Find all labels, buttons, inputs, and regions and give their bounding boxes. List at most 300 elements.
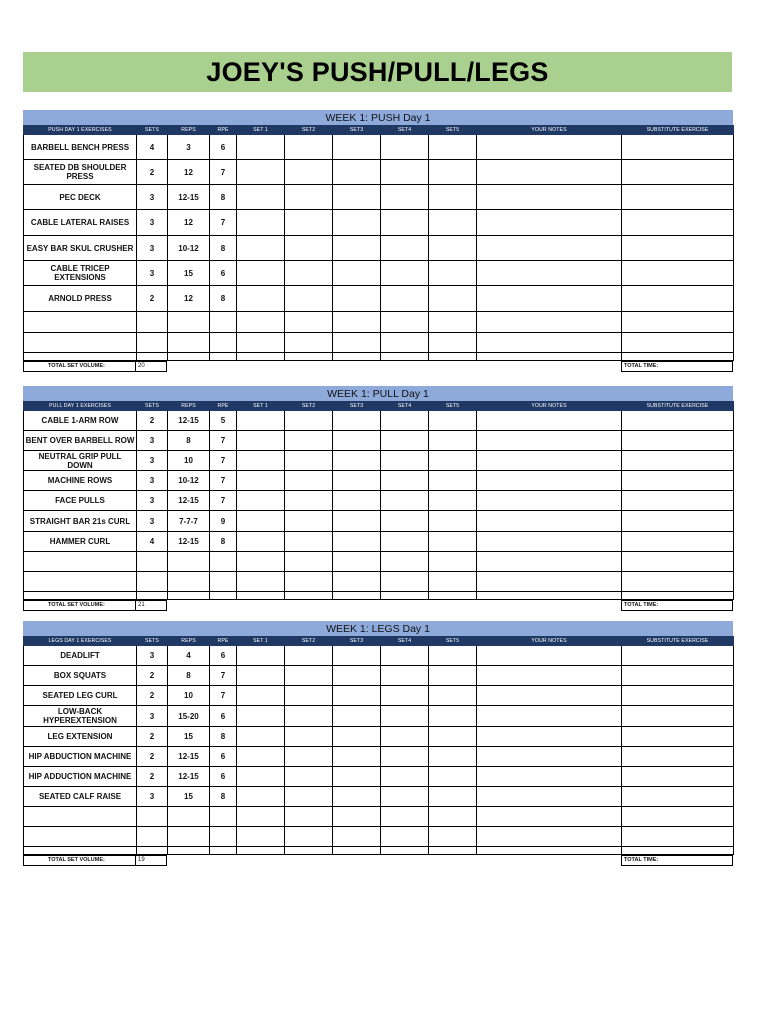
set1-input-cell[interactable]	[237, 747, 285, 767]
exercise-name-cell[interactable]: HIP ABDUCTION MACHINE	[24, 747, 137, 767]
set1-input-cell[interactable]	[237, 451, 285, 471]
reps-cell[interactable]: 12-15	[168, 767, 210, 787]
set5-input-cell[interactable]	[429, 686, 477, 706]
set5-input-cell[interactable]	[429, 135, 477, 160]
reps-cell[interactable]	[168, 572, 210, 592]
notes-input-cell[interactable]	[477, 552, 622, 572]
set2-input-cell[interactable]	[285, 767, 333, 787]
set2-input-cell[interactable]	[285, 511, 333, 532]
substitute-exercise-cell[interactable]	[622, 261, 734, 286]
reps-cell[interactable]: 15	[168, 261, 210, 286]
exercise-name-cell[interactable]: PEC DECK	[24, 185, 137, 210]
substitute-exercise-cell[interactable]	[622, 353, 734, 361]
substitute-exercise-cell[interactable]	[622, 572, 734, 592]
substitute-exercise-cell[interactable]	[622, 827, 734, 847]
reps-cell[interactable]: 12-15	[168, 411, 210, 431]
substitute-exercise-cell[interactable]	[622, 160, 734, 185]
sets-cell[interactable]	[137, 572, 168, 592]
set4-input-cell[interactable]	[381, 747, 429, 767]
notes-input-cell[interactable]	[477, 411, 622, 431]
set2-input-cell[interactable]	[285, 312, 333, 333]
set5-input-cell[interactable]	[429, 666, 477, 686]
exercise-name-cell[interactable]	[24, 592, 137, 600]
set4-input-cell[interactable]	[381, 706, 429, 727]
set4-input-cell[interactable]	[381, 552, 429, 572]
set2-input-cell[interactable]	[285, 827, 333, 847]
sets-cell[interactable]	[137, 847, 168, 855]
exercise-name-cell[interactable]: NEUTRAL GRIP PULL DOWN	[24, 451, 137, 471]
set1-input-cell[interactable]	[237, 431, 285, 451]
rpe-cell[interactable]: 7	[210, 491, 237, 511]
set4-input-cell[interactable]	[381, 686, 429, 706]
reps-cell[interactable]	[168, 353, 210, 361]
notes-input-cell[interactable]	[477, 135, 622, 160]
substitute-exercise-cell[interactable]	[622, 646, 734, 666]
exercise-name-cell[interactable]: SEATED CALF RAISE	[24, 787, 137, 807]
reps-cell[interactable]	[168, 552, 210, 572]
set1-input-cell[interactable]	[237, 532, 285, 552]
substitute-exercise-cell[interactable]	[622, 431, 734, 451]
substitute-exercise-cell[interactable]	[622, 532, 734, 552]
reps-cell[interactable]: 10	[168, 686, 210, 706]
rpe-cell[interactable]: 7	[210, 686, 237, 706]
set3-input-cell[interactable]	[333, 807, 381, 827]
set1-input-cell[interactable]	[237, 787, 285, 807]
set5-input-cell[interactable]	[429, 333, 477, 353]
notes-input-cell[interactable]	[477, 532, 622, 552]
substitute-exercise-cell[interactable]	[622, 312, 734, 333]
exercise-name-cell[interactable]: BARBELL BENCH PRESS	[24, 135, 137, 160]
exercise-name-cell[interactable]: SEATED LEG CURL	[24, 686, 137, 706]
exercise-name-cell[interactable]: BOX SQUATS	[24, 666, 137, 686]
set2-input-cell[interactable]	[285, 727, 333, 747]
set3-input-cell[interactable]	[333, 572, 381, 592]
substitute-exercise-cell[interactable]	[622, 847, 734, 855]
substitute-exercise-cell[interactable]	[622, 686, 734, 706]
set5-input-cell[interactable]	[429, 747, 477, 767]
set5-input-cell[interactable]	[429, 847, 477, 855]
set1-input-cell[interactable]	[237, 135, 285, 160]
set5-input-cell[interactable]	[429, 592, 477, 600]
set5-input-cell[interactable]	[429, 827, 477, 847]
exercise-name-cell[interactable]: CABLE 1-ARM ROW	[24, 411, 137, 431]
set1-input-cell[interactable]	[237, 353, 285, 361]
sets-cell[interactable]: 4	[137, 532, 168, 552]
set5-input-cell[interactable]	[429, 431, 477, 451]
set3-input-cell[interactable]	[333, 706, 381, 727]
notes-input-cell[interactable]	[477, 847, 622, 855]
rpe-cell[interactable]: 8	[210, 727, 237, 747]
substitute-exercise-cell[interactable]	[622, 706, 734, 727]
sets-cell[interactable]	[137, 827, 168, 847]
rpe-cell[interactable]	[210, 552, 237, 572]
substitute-exercise-cell[interactable]	[622, 333, 734, 353]
set2-input-cell[interactable]	[285, 686, 333, 706]
rpe-cell[interactable]: 7	[210, 471, 237, 491]
set2-input-cell[interactable]	[285, 185, 333, 210]
notes-input-cell[interactable]	[477, 727, 622, 747]
reps-cell[interactable]: 7-7-7	[168, 511, 210, 532]
set2-input-cell[interactable]	[285, 333, 333, 353]
set3-input-cell[interactable]	[333, 847, 381, 855]
set5-input-cell[interactable]	[429, 511, 477, 532]
notes-input-cell[interactable]	[477, 286, 622, 312]
rpe-cell[interactable]	[210, 592, 237, 600]
set4-input-cell[interactable]	[381, 236, 429, 261]
rpe-cell[interactable]: 8	[210, 236, 237, 261]
sets-cell[interactable]: 3	[137, 210, 168, 236]
set2-input-cell[interactable]	[285, 787, 333, 807]
sets-cell[interactable]: 3	[137, 471, 168, 491]
exercise-name-cell[interactable]: HIP ADDUCTION MACHINE	[24, 767, 137, 787]
notes-input-cell[interactable]	[477, 686, 622, 706]
sets-cell[interactable]: 3	[137, 706, 168, 727]
substitute-exercise-cell[interactable]	[622, 491, 734, 511]
sets-cell[interactable]	[137, 552, 168, 572]
set4-input-cell[interactable]	[381, 135, 429, 160]
rpe-cell[interactable]	[210, 312, 237, 333]
exercise-name-cell[interactable]: HAMMER CURL	[24, 532, 137, 552]
set1-input-cell[interactable]	[237, 210, 285, 236]
sets-cell[interactable]: 2	[137, 666, 168, 686]
sets-cell[interactable]	[137, 333, 168, 353]
set4-input-cell[interactable]	[381, 160, 429, 185]
sets-cell[interactable]: 2	[137, 747, 168, 767]
rpe-cell[interactable]	[210, 847, 237, 855]
set5-input-cell[interactable]	[429, 471, 477, 491]
sets-cell[interactable]: 2	[137, 286, 168, 312]
set2-input-cell[interactable]	[285, 286, 333, 312]
set3-input-cell[interactable]	[333, 686, 381, 706]
set3-input-cell[interactable]	[333, 827, 381, 847]
reps-cell[interactable]: 12-15	[168, 185, 210, 210]
notes-input-cell[interactable]	[477, 646, 622, 666]
sets-cell[interactable]: 2	[137, 727, 168, 747]
set5-input-cell[interactable]	[429, 706, 477, 727]
substitute-exercise-cell[interactable]	[622, 787, 734, 807]
set4-input-cell[interactable]	[381, 727, 429, 747]
set5-input-cell[interactable]	[429, 312, 477, 333]
set5-input-cell[interactable]	[429, 160, 477, 185]
set5-input-cell[interactable]	[429, 491, 477, 511]
reps-cell[interactable]	[168, 807, 210, 827]
exercise-name-cell[interactable]	[24, 827, 137, 847]
notes-input-cell[interactable]	[477, 312, 622, 333]
exercise-name-cell[interactable]: DEADLIFT	[24, 646, 137, 666]
set3-input-cell[interactable]	[333, 666, 381, 686]
push-total-time-label[interactable]: TOTAL TIME:	[621, 361, 733, 372]
reps-cell[interactable]: 12	[168, 286, 210, 312]
exercise-name-cell[interactable]	[24, 847, 137, 855]
notes-input-cell[interactable]	[477, 706, 622, 727]
set1-input-cell[interactable]	[237, 767, 285, 787]
set1-input-cell[interactable]	[237, 491, 285, 511]
exercise-name-cell[interactable]: FACE PULLS	[24, 491, 137, 511]
set3-input-cell[interactable]	[333, 210, 381, 236]
substitute-exercise-cell[interactable]	[622, 666, 734, 686]
rpe-cell[interactable]: 6	[210, 646, 237, 666]
pull-total-time-label[interactable]: TOTAL TIME:	[621, 600, 733, 611]
sets-cell[interactable]: 3	[137, 787, 168, 807]
set4-input-cell[interactable]	[381, 767, 429, 787]
set4-input-cell[interactable]	[381, 646, 429, 666]
notes-input-cell[interactable]	[477, 160, 622, 185]
set3-input-cell[interactable]	[333, 135, 381, 160]
set3-input-cell[interactable]	[333, 491, 381, 511]
reps-cell[interactable]: 15-20	[168, 706, 210, 727]
set5-input-cell[interactable]	[429, 532, 477, 552]
sets-cell[interactable]	[137, 353, 168, 361]
set3-input-cell[interactable]	[333, 471, 381, 491]
set3-input-cell[interactable]	[333, 451, 381, 471]
rpe-cell[interactable]: 7	[210, 666, 237, 686]
sets-cell[interactable]: 2	[137, 767, 168, 787]
reps-cell[interactable]: 12-15	[168, 491, 210, 511]
set2-input-cell[interactable]	[285, 353, 333, 361]
exercise-name-cell[interactable]: LEG EXTENSION	[24, 727, 137, 747]
set3-input-cell[interactable]	[333, 185, 381, 210]
notes-input-cell[interactable]	[477, 210, 622, 236]
set4-input-cell[interactable]	[381, 431, 429, 451]
set4-input-cell[interactable]	[381, 787, 429, 807]
substitute-exercise-cell[interactable]	[622, 471, 734, 491]
set4-input-cell[interactable]	[381, 333, 429, 353]
set2-input-cell[interactable]	[285, 706, 333, 727]
set3-input-cell[interactable]	[333, 431, 381, 451]
set3-input-cell[interactable]	[333, 261, 381, 286]
reps-cell[interactable]: 8	[168, 666, 210, 686]
set2-input-cell[interactable]	[285, 411, 333, 431]
substitute-exercise-cell[interactable]	[622, 185, 734, 210]
set3-input-cell[interactable]	[333, 727, 381, 747]
set3-input-cell[interactable]	[333, 286, 381, 312]
set2-input-cell[interactable]	[285, 532, 333, 552]
set4-input-cell[interactable]	[381, 491, 429, 511]
exercise-name-cell[interactable]: MACHINE ROWS	[24, 471, 137, 491]
exercise-name-cell[interactable]: ARNOLD PRESS	[24, 286, 137, 312]
notes-input-cell[interactable]	[477, 471, 622, 491]
reps-cell[interactable]	[168, 312, 210, 333]
legs-total-volume-value[interactable]: 19	[135, 855, 167, 866]
exercise-name-cell[interactable]: CABLE TRICEP EXTENSIONS	[24, 261, 137, 286]
set5-input-cell[interactable]	[429, 236, 477, 261]
substitute-exercise-cell[interactable]	[622, 592, 734, 600]
notes-input-cell[interactable]	[477, 451, 622, 471]
rpe-cell[interactable]: 8	[210, 532, 237, 552]
set4-input-cell[interactable]	[381, 353, 429, 361]
set2-input-cell[interactable]	[285, 747, 333, 767]
set3-input-cell[interactable]	[333, 646, 381, 666]
reps-cell[interactable]	[168, 333, 210, 353]
set1-input-cell[interactable]	[237, 807, 285, 827]
set5-input-cell[interactable]	[429, 572, 477, 592]
set2-input-cell[interactable]	[285, 160, 333, 185]
set2-input-cell[interactable]	[285, 666, 333, 686]
set1-input-cell[interactable]	[237, 827, 285, 847]
set4-input-cell[interactable]	[381, 592, 429, 600]
rpe-cell[interactable]: 7	[210, 451, 237, 471]
set2-input-cell[interactable]	[285, 210, 333, 236]
substitute-exercise-cell[interactable]	[622, 286, 734, 312]
set4-input-cell[interactable]	[381, 532, 429, 552]
substitute-exercise-cell[interactable]	[622, 552, 734, 572]
set1-input-cell[interactable]	[237, 236, 285, 261]
set2-input-cell[interactable]	[285, 471, 333, 491]
set2-input-cell[interactable]	[285, 646, 333, 666]
set2-input-cell[interactable]	[285, 592, 333, 600]
set2-input-cell[interactable]	[285, 261, 333, 286]
rpe-cell[interactable]: 5	[210, 411, 237, 431]
set2-input-cell[interactable]	[285, 847, 333, 855]
reps-cell[interactable]: 15	[168, 787, 210, 807]
rpe-cell[interactable]: 7	[210, 431, 237, 451]
reps-cell[interactable]: 15	[168, 727, 210, 747]
notes-input-cell[interactable]	[477, 491, 622, 511]
set3-input-cell[interactable]	[333, 312, 381, 333]
set3-input-cell[interactable]	[333, 333, 381, 353]
notes-input-cell[interactable]	[477, 353, 622, 361]
notes-input-cell[interactable]	[477, 807, 622, 827]
exercise-name-cell[interactable]	[24, 807, 137, 827]
set5-input-cell[interactable]	[429, 210, 477, 236]
substitute-exercise-cell[interactable]	[622, 451, 734, 471]
rpe-cell[interactable]: 6	[210, 135, 237, 160]
sets-cell[interactable]: 2	[137, 686, 168, 706]
set2-input-cell[interactable]	[285, 572, 333, 592]
set4-input-cell[interactable]	[381, 210, 429, 236]
set4-input-cell[interactable]	[381, 411, 429, 431]
set1-input-cell[interactable]	[237, 572, 285, 592]
substitute-exercise-cell[interactable]	[622, 236, 734, 261]
set5-input-cell[interactable]	[429, 451, 477, 471]
sets-cell[interactable]: 2	[137, 411, 168, 431]
set1-input-cell[interactable]	[237, 706, 285, 727]
substitute-exercise-cell[interactable]	[622, 511, 734, 532]
set4-input-cell[interactable]	[381, 261, 429, 286]
set4-input-cell[interactable]	[381, 511, 429, 532]
exercise-name-cell[interactable]: BENT OVER BARBELL ROW	[24, 431, 137, 451]
notes-input-cell[interactable]	[477, 592, 622, 600]
substitute-exercise-cell[interactable]	[622, 747, 734, 767]
exercise-name-cell[interactable]: EASY BAR SKUL CRUSHER	[24, 236, 137, 261]
set1-input-cell[interactable]	[237, 411, 285, 431]
rpe-cell[interactable]: 6	[210, 767, 237, 787]
rpe-cell[interactable]	[210, 807, 237, 827]
substitute-exercise-cell[interactable]	[622, 135, 734, 160]
legs-total-time-label[interactable]: TOTAL TIME:	[621, 855, 733, 866]
exercise-name-cell[interactable]	[24, 312, 137, 333]
set5-input-cell[interactable]	[429, 185, 477, 210]
set1-input-cell[interactable]	[237, 646, 285, 666]
pull-total-volume-value[interactable]: 21	[135, 600, 167, 611]
exercise-name-cell[interactable]: SEATED DB SHOULDER PRESS	[24, 160, 137, 185]
exercise-name-cell[interactable]: CABLE LATERAL RAISES	[24, 210, 137, 236]
rpe-cell[interactable]	[210, 827, 237, 847]
sets-cell[interactable]: 4	[137, 135, 168, 160]
set3-input-cell[interactable]	[333, 767, 381, 787]
set1-input-cell[interactable]	[237, 312, 285, 333]
set4-input-cell[interactable]	[381, 451, 429, 471]
set4-input-cell[interactable]	[381, 572, 429, 592]
set4-input-cell[interactable]	[381, 847, 429, 855]
set3-input-cell[interactable]	[333, 532, 381, 552]
set4-input-cell[interactable]	[381, 185, 429, 210]
rpe-cell[interactable]: 8	[210, 185, 237, 210]
sets-cell[interactable]: 3	[137, 511, 168, 532]
reps-cell[interactable]: 12	[168, 160, 210, 185]
set3-input-cell[interactable]	[333, 747, 381, 767]
rpe-cell[interactable]: 6	[210, 261, 237, 286]
rpe-cell[interactable]: 8	[210, 286, 237, 312]
set4-input-cell[interactable]	[381, 666, 429, 686]
sets-cell[interactable]	[137, 312, 168, 333]
reps-cell[interactable]: 4	[168, 646, 210, 666]
sets-cell[interactable]	[137, 807, 168, 827]
reps-cell[interactable]	[168, 847, 210, 855]
set3-input-cell[interactable]	[333, 592, 381, 600]
set2-input-cell[interactable]	[285, 135, 333, 160]
reps-cell[interactable]: 12-15	[168, 747, 210, 767]
set1-input-cell[interactable]	[237, 333, 285, 353]
rpe-cell[interactable]: 7	[210, 210, 237, 236]
sets-cell[interactable]: 3	[137, 431, 168, 451]
set1-input-cell[interactable]	[237, 160, 285, 185]
rpe-cell[interactable]: 8	[210, 787, 237, 807]
set5-input-cell[interactable]	[429, 286, 477, 312]
reps-cell[interactable]: 10-12	[168, 236, 210, 261]
set2-input-cell[interactable]	[285, 807, 333, 827]
set1-input-cell[interactable]	[237, 847, 285, 855]
set2-input-cell[interactable]	[285, 491, 333, 511]
set1-input-cell[interactable]	[237, 592, 285, 600]
notes-input-cell[interactable]	[477, 511, 622, 532]
exercise-name-cell[interactable]	[24, 572, 137, 592]
substitute-exercise-cell[interactable]	[622, 727, 734, 747]
set2-input-cell[interactable]	[285, 236, 333, 261]
set3-input-cell[interactable]	[333, 787, 381, 807]
set3-input-cell[interactable]	[333, 353, 381, 361]
reps-cell[interactable]	[168, 827, 210, 847]
exercise-name-cell[interactable]	[24, 333, 137, 353]
notes-input-cell[interactable]	[477, 827, 622, 847]
rpe-cell[interactable]: 6	[210, 706, 237, 727]
notes-input-cell[interactable]	[477, 261, 622, 286]
notes-input-cell[interactable]	[477, 431, 622, 451]
set4-input-cell[interactable]	[381, 807, 429, 827]
push-total-volume-value[interactable]: 20	[135, 361, 167, 372]
set1-input-cell[interactable]	[237, 666, 285, 686]
set2-input-cell[interactable]	[285, 431, 333, 451]
set3-input-cell[interactable]	[333, 552, 381, 572]
set3-input-cell[interactable]	[333, 411, 381, 431]
set1-input-cell[interactable]	[237, 511, 285, 532]
set3-input-cell[interactable]	[333, 160, 381, 185]
substitute-exercise-cell[interactable]	[622, 210, 734, 236]
reps-cell[interactable]: 10	[168, 451, 210, 471]
sets-cell[interactable]: 3	[137, 451, 168, 471]
rpe-cell[interactable]	[210, 353, 237, 361]
set5-input-cell[interactable]	[429, 807, 477, 827]
exercise-name-cell[interactable]	[24, 552, 137, 572]
set3-input-cell[interactable]	[333, 236, 381, 261]
set4-input-cell[interactable]	[381, 286, 429, 312]
sets-cell[interactable]: 3	[137, 236, 168, 261]
exercise-name-cell[interactable]: STRAIGHT BAR 21s CURL	[24, 511, 137, 532]
set3-input-cell[interactable]	[333, 511, 381, 532]
set4-input-cell[interactable]	[381, 827, 429, 847]
notes-input-cell[interactable]	[477, 767, 622, 787]
set1-input-cell[interactable]	[237, 185, 285, 210]
